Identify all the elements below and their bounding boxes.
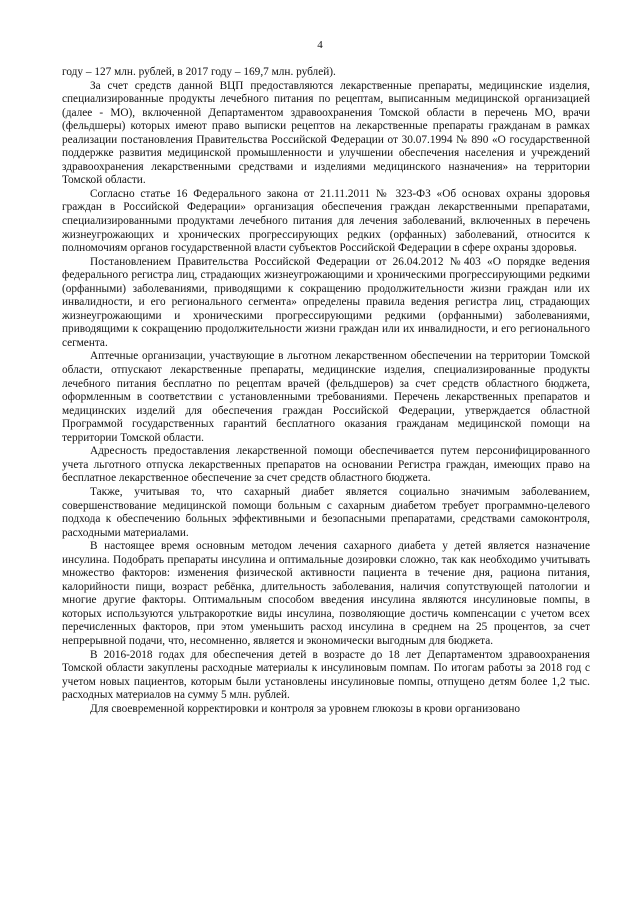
paragraph-continuation: году – 127 млн. рублей, в 2017 году – 169,7 млн. рублей). [62, 66, 336, 78]
paragraph-diabetes-significance: Также, учитывая то, что сахарный диабет является социально значимым заболеванием, совершенствование медицинской помощи больным с сахарным диабетом требует программно-целевого подхода к обеспечению больных эффективными и безопасными препаратами, средствами самоконтроля, расходными материалами. [62, 485, 590, 539]
paragraph-insulin-pump-supplies: В 2016-2018 годах для обеспечения детей в возрасте до 18 лет Департаментом здравоохранения Томской области закуплены расходные материалы к инсулиновым помпам. По итогам работы за 2018 год с учетом новых пациентов, которым были установлены инсулиновые помпы, отпущено детям более 1,2 тыс. расходных материалов на сумму 5 млн. рублей. [62, 648, 590, 702]
page-number: 4 [317, 39, 323, 51]
paragraph-insulin-therapy: В настоящее время основным методом лечения сахарного диабета у детей является назначение инсулина. Подобрать препараты инсулина и оптимальные дозировки сложно, так как необходимо учитывать множество факторов: изменения физической активности пациента в течение дня, рациона питания, калорийности пищи, возраст ребёнка, длительность заболевания, наличия сопутствующей патологии и многие другие факторы. Оптимальным способом введения инсулина являются инсулиновые помпы, в которых используются ультракороткие виды инсулина, позволяющие достичь компенсации с учетом всех перечисленных факторов, при этом уменьшить расход инсулина в среднем на 25 процентов, за счет непрерывной подачи, что, несомненно, является и экономически выгодным для бюджета. [62, 540, 590, 647]
paragraph-federal-law-323: Согласно статье 16 Федерального закона от 21.11.2011 № 323-ФЗ «Об основах охраны здоровья граждан в Российской Федерации» организация обеспечения граждан лекарственными препаратами, специализированными продуктами лечебного питания для лечения заболеваний, включенных в перечень жизнеугрожающих и хронических прогрессирующих редких (орфанных) заболеваний, относится к полномочиям органов государственной власти субъектов Российской Федерации в сфере охраны здоровья. [62, 187, 590, 255]
paragraph-pharmacy-organizations: Аптечные организации, участвующие в льготном лекарственном обеспечении на территории Томской области, отпускают лекарственные препараты, медицинские изделия, специализированные продукты лечебного питания бесплатно по рецептам врачей (фельдшеров) за счет средств областного бюджета, оформленным в соответствии с установленными требованиями. Перечень лекарственных препаратов и медицинских изделий для обеспечения граждан Российской Федерации, утверждается областной Программой государственных гарантий бесплатного оказания гражданам медицинской помощи на территории Томской области. [62, 350, 590, 444]
paragraph-vcp-funding: За счет средств данной ВЦП предоставляются лекарственные препараты, медицинские изделия, специализированные продукты лечебного питания по рецептам, выписанным медицинской организацией (далее - МО), включенной Департаментом здравоохранения Томской области в перечень МО, врачи (фельдшеры) которых имеют право выписки рецептов на лекарственные препараты гражданам в рамках реализации постановления Правительства Российской Федерации от 30.07.1994 № 890 «О государственной поддержке развития медицинской промышленности и улучшении обеспечения населения и учреждений здравоохранения лекарственными средствами и изделиями медицинского назначения» на территории Томской области. [62, 79, 590, 187]
paragraph-resolution-403: Постановлением Правительства Российской Федерации от 26.04.2012 №403 «О порядке ведения федерального регистра лиц, страдающих жизнеугрожающими и хроническими прогрессирующими редкими (орфанными) заболеваниями, приводящими к сокращению продолжительности жизни граждан или их инвалидности, и его регионального сегмента» определены правила ведения регистра лиц, страдающих жизнеугрожающими и хроническими прогрессирующими редкими (орфанными) заболеваниями, приводящими к сокращению продолжительности жизни граждан или их инвалидности, и его регионального сегмента. [62, 255, 590, 349]
document-body [62, 66, 590, 716]
paragraph-targeted-assistance: Адресность предоставления лекарственной помощи обеспечивается путем персонифицированного учета льготного отпуска лекарственных препаратов на основании Регистра граждан, имеющих право на бесплатное лекарственное обеспечение за счет средств областного бюджета. [62, 445, 590, 485]
paragraph-glucose-monitoring: Для своевременной корректировки и контроля за уровнем глюкозы в крови организовано [90, 702, 521, 715]
